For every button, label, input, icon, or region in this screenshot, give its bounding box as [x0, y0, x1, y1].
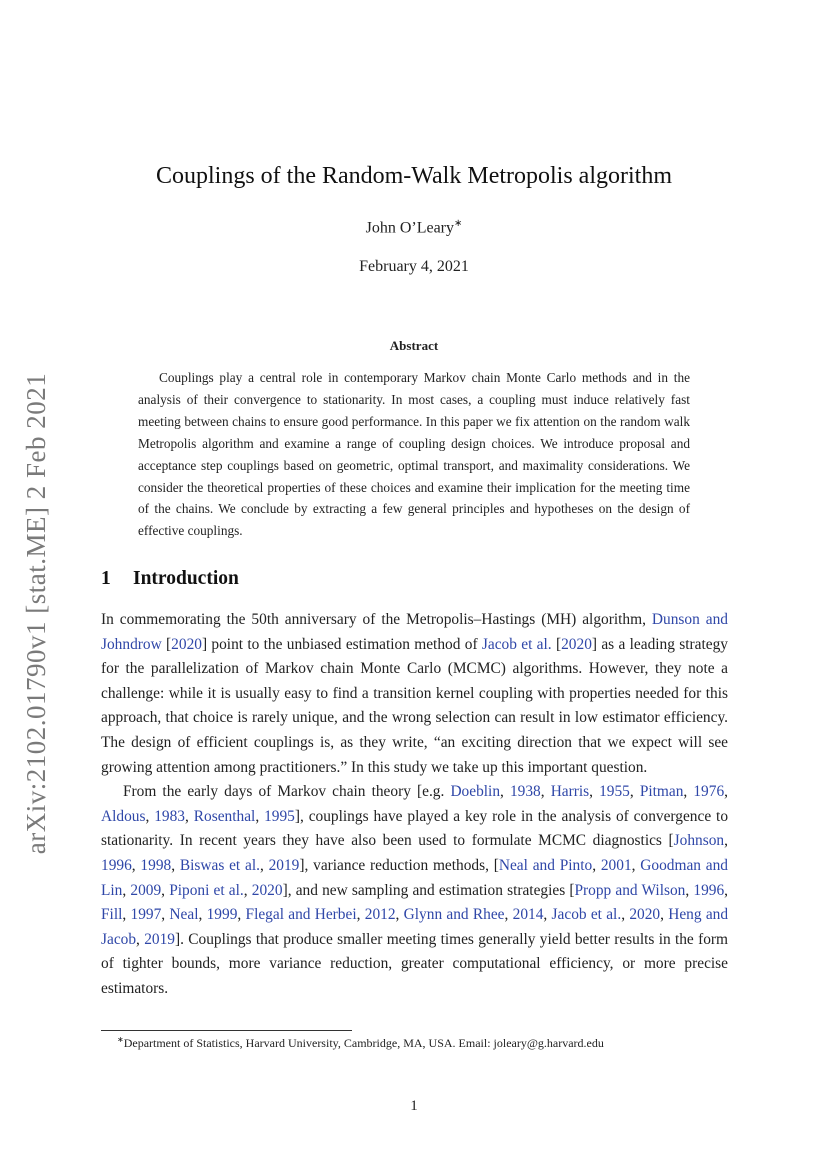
citation-link[interactable]: 1998	[140, 856, 172, 874]
citation-link[interactable]: 1996	[101, 856, 132, 874]
citation-link[interactable]: Glynn and Rhee	[403, 906, 505, 924]
paragraph-text: ,	[122, 881, 131, 899]
paragraph-text: ], variance reduction methods, [	[299, 856, 499, 874]
citation-link[interactable]: Johnson	[673, 832, 725, 850]
citation-link[interactable]: Pitman	[639, 783, 684, 801]
citation-link[interactable]: 2019	[144, 930, 175, 948]
citation-link[interactable]: Doeblin	[450, 783, 501, 801]
citation-link[interactable]: Flegal and Herbei	[245, 906, 357, 924]
footnote-mark: ∗	[117, 1035, 124, 1044]
paragraph-text: ] as a leading strategy for the parallelization of Markov chain Monte Carlo (MCMC) algorithms. However, they note a challenge: while it is usually easy to find a transition kernel coupling with properties needed for this approach, that choice is rarely unique, and the wrong selection can result in low estimator efficiency. The design of efficient couplings is, as they write, “an exciting direction that we expect will see growing attention among practitioners.” In this study we take up this important question.	[101, 635, 728, 776]
paragraph-text: ,	[243, 881, 252, 899]
paragraph-text: ,	[724, 832, 728, 850]
paragraph-text: ,	[724, 881, 729, 899]
footnote-text: Department of Statistics, Harvard University, Cambridge, MA, USA. Email: joleary@g.harvard.edu	[123, 1036, 604, 1050]
citation-link[interactable]: Aldous	[101, 807, 146, 825]
paragraph	[101, 780, 728, 1001]
citation-link[interactable]: 1938	[509, 783, 541, 801]
paragraph-text: ,	[631, 856, 641, 874]
paragraph-text: ,	[589, 783, 600, 801]
body-text	[101, 608, 728, 1002]
paper-title: Couplings of the Random-Walk Metropolis algorithm	[155, 163, 672, 189]
paragraph	[101, 608, 728, 780]
citation-link[interactable]: 2014	[512, 906, 544, 924]
paragraph-text: [	[161, 635, 172, 653]
citation-link[interactable]: Heng and Jacob	[101, 906, 729, 948]
paragraph-text: ,	[145, 807, 155, 825]
citation-link[interactable]: Dunson and Johndrow	[101, 611, 728, 653]
paragraph-text: ] point to the unbiased estimation method of	[201, 635, 482, 653]
paragraph-text: From the early days of Markov chain theory [e.g.	[123, 783, 451, 801]
citation-link[interactable]: 1976	[693, 783, 725, 801]
paragraph-text: ,	[131, 856, 141, 874]
paragraph-text: ,	[395, 906, 404, 924]
citation-link[interactable]: 2001	[600, 856, 632, 874]
paragraph-text: ,	[237, 906, 246, 924]
page-number: 1	[410, 1098, 418, 1114]
author-name: John O’Leary	[365, 219, 455, 237]
paragraph-text: ,	[683, 783, 694, 801]
citation-link[interactable]: Jacob et al.	[551, 906, 622, 924]
paragraph-text: ,	[685, 881, 694, 899]
paragraph-text: ,	[122, 906, 131, 924]
section-title: Introduction	[133, 568, 239, 589]
paragraph-text: ,	[540, 783, 551, 801]
citation-link[interactable]: 1996	[693, 881, 725, 899]
citation-link[interactable]: 2020	[561, 635, 592, 653]
citation-link[interactable]: 2020	[251, 881, 283, 899]
citation-link[interactable]: Neal	[169, 906, 199, 924]
footnote-rule	[101, 1030, 352, 1031]
citation-link[interactable]: Propp and Wilson	[574, 881, 686, 899]
citation-link[interactable]: 2009	[130, 881, 162, 899]
paragraph-text: ,	[629, 783, 640, 801]
paragraph-text: ,	[136, 930, 145, 948]
paragraph-text: ,	[185, 807, 194, 825]
citation-link[interactable]: Biswas et al.	[179, 856, 260, 874]
paragraph-text: ,	[356, 906, 365, 924]
abstract-heading: Abstract	[389, 338, 439, 353]
paragraph-text: ,	[621, 906, 630, 924]
citation-link[interactable]: 1955	[599, 783, 630, 801]
paragraph-text: ]. Couplings that produce smaller meeting times generally yield better results in the form of tighter bounds, more variance reduction, greater computational efficiency, or more precise estimators.	[101, 930, 728, 997]
paragraph-text: ,	[660, 906, 669, 924]
citation-link[interactable]: 2012	[364, 906, 396, 924]
paragraph-text: ,	[255, 807, 265, 825]
paragraph-text: ,	[161, 906, 170, 924]
paragraph-text: ,	[500, 783, 510, 801]
paragraph-text: ], and new sampling and estimation strategies [	[282, 881, 575, 899]
author-footnote-mark: ∗	[454, 218, 463, 229]
citation-link[interactable]: Piponi et al.	[169, 881, 244, 899]
citation-link[interactable]: Goodman and Lin	[101, 856, 728, 899]
paragraph-text: ,	[198, 906, 207, 924]
section-number: 1	[101, 568, 111, 589]
paragraph-text: ,	[504, 906, 513, 924]
section-heading	[101, 568, 239, 590]
citation-link[interactable]: Neal and Pinto	[498, 856, 593, 874]
abstract-body: Couplings play a central role in contemporary Markov chain Monte Carlo methods and in the analysis of their convergence to stationarity. In most cases, a coupling must induce relatively fast meeting between chains to ensure good performance. In this paper we fix attention on the random walk Metropolis algorithm and examine a range of coupling design choices. We introduce proposal and acceptance step couplings based on geometric, optimal transport, and maximality considerations. We consider the theoretical properties of these choices and examine their implication for the meeting time of the chains. We conclude by extracting a few general principles and hypotheses on the design of effective couplings.	[138, 370, 690, 539]
paragraph-text: ,	[543, 906, 552, 924]
paragraph-text: ,	[592, 856, 601, 874]
footnote	[101, 1035, 728, 1051]
citation-link[interactable]: 1995	[264, 807, 295, 825]
paragraph-text: ,	[724, 783, 728, 801]
author-line	[100, 218, 728, 237]
paragraph-text: ,	[171, 856, 180, 874]
citation-link[interactable]: Rosenthal	[193, 807, 256, 825]
paragraph-text: ,	[259, 856, 269, 874]
citation-link[interactable]: Harris	[550, 783, 590, 801]
citation-link[interactable]: Jacob et al.	[481, 635, 552, 653]
citation-link[interactable]: 1983	[154, 807, 185, 825]
citation-link[interactable]: 2019	[268, 856, 300, 874]
paragraph-text: ], couplings have played a key role in the analysis of convergence to stationarity. In recent years they have also been used to formulate MCMC diagnostics [	[101, 807, 729, 850]
citation-link[interactable]: 2020	[629, 906, 661, 924]
paragraph-text: In commemorating the 50th anniversary of the Metropolis–Hastings (MH) algorithm,	[101, 611, 652, 628]
citation-link[interactable]: 1997	[130, 906, 162, 924]
paragraph-text: ,	[161, 881, 170, 899]
paragraph-text: [	[551, 635, 562, 653]
paper-date: February 4, 2021	[359, 258, 469, 275]
arxiv-identifier-text: arXiv:2102.01790v1 [stat.ME] 2 Feb 2021	[21, 372, 52, 854]
arxiv-identifier-stamp	[17, 368, 57, 858]
citation-link[interactable]: Fill	[101, 906, 123, 924]
citation-link[interactable]: 2020	[171, 635, 202, 653]
citation-link[interactable]: 1999	[206, 906, 238, 924]
